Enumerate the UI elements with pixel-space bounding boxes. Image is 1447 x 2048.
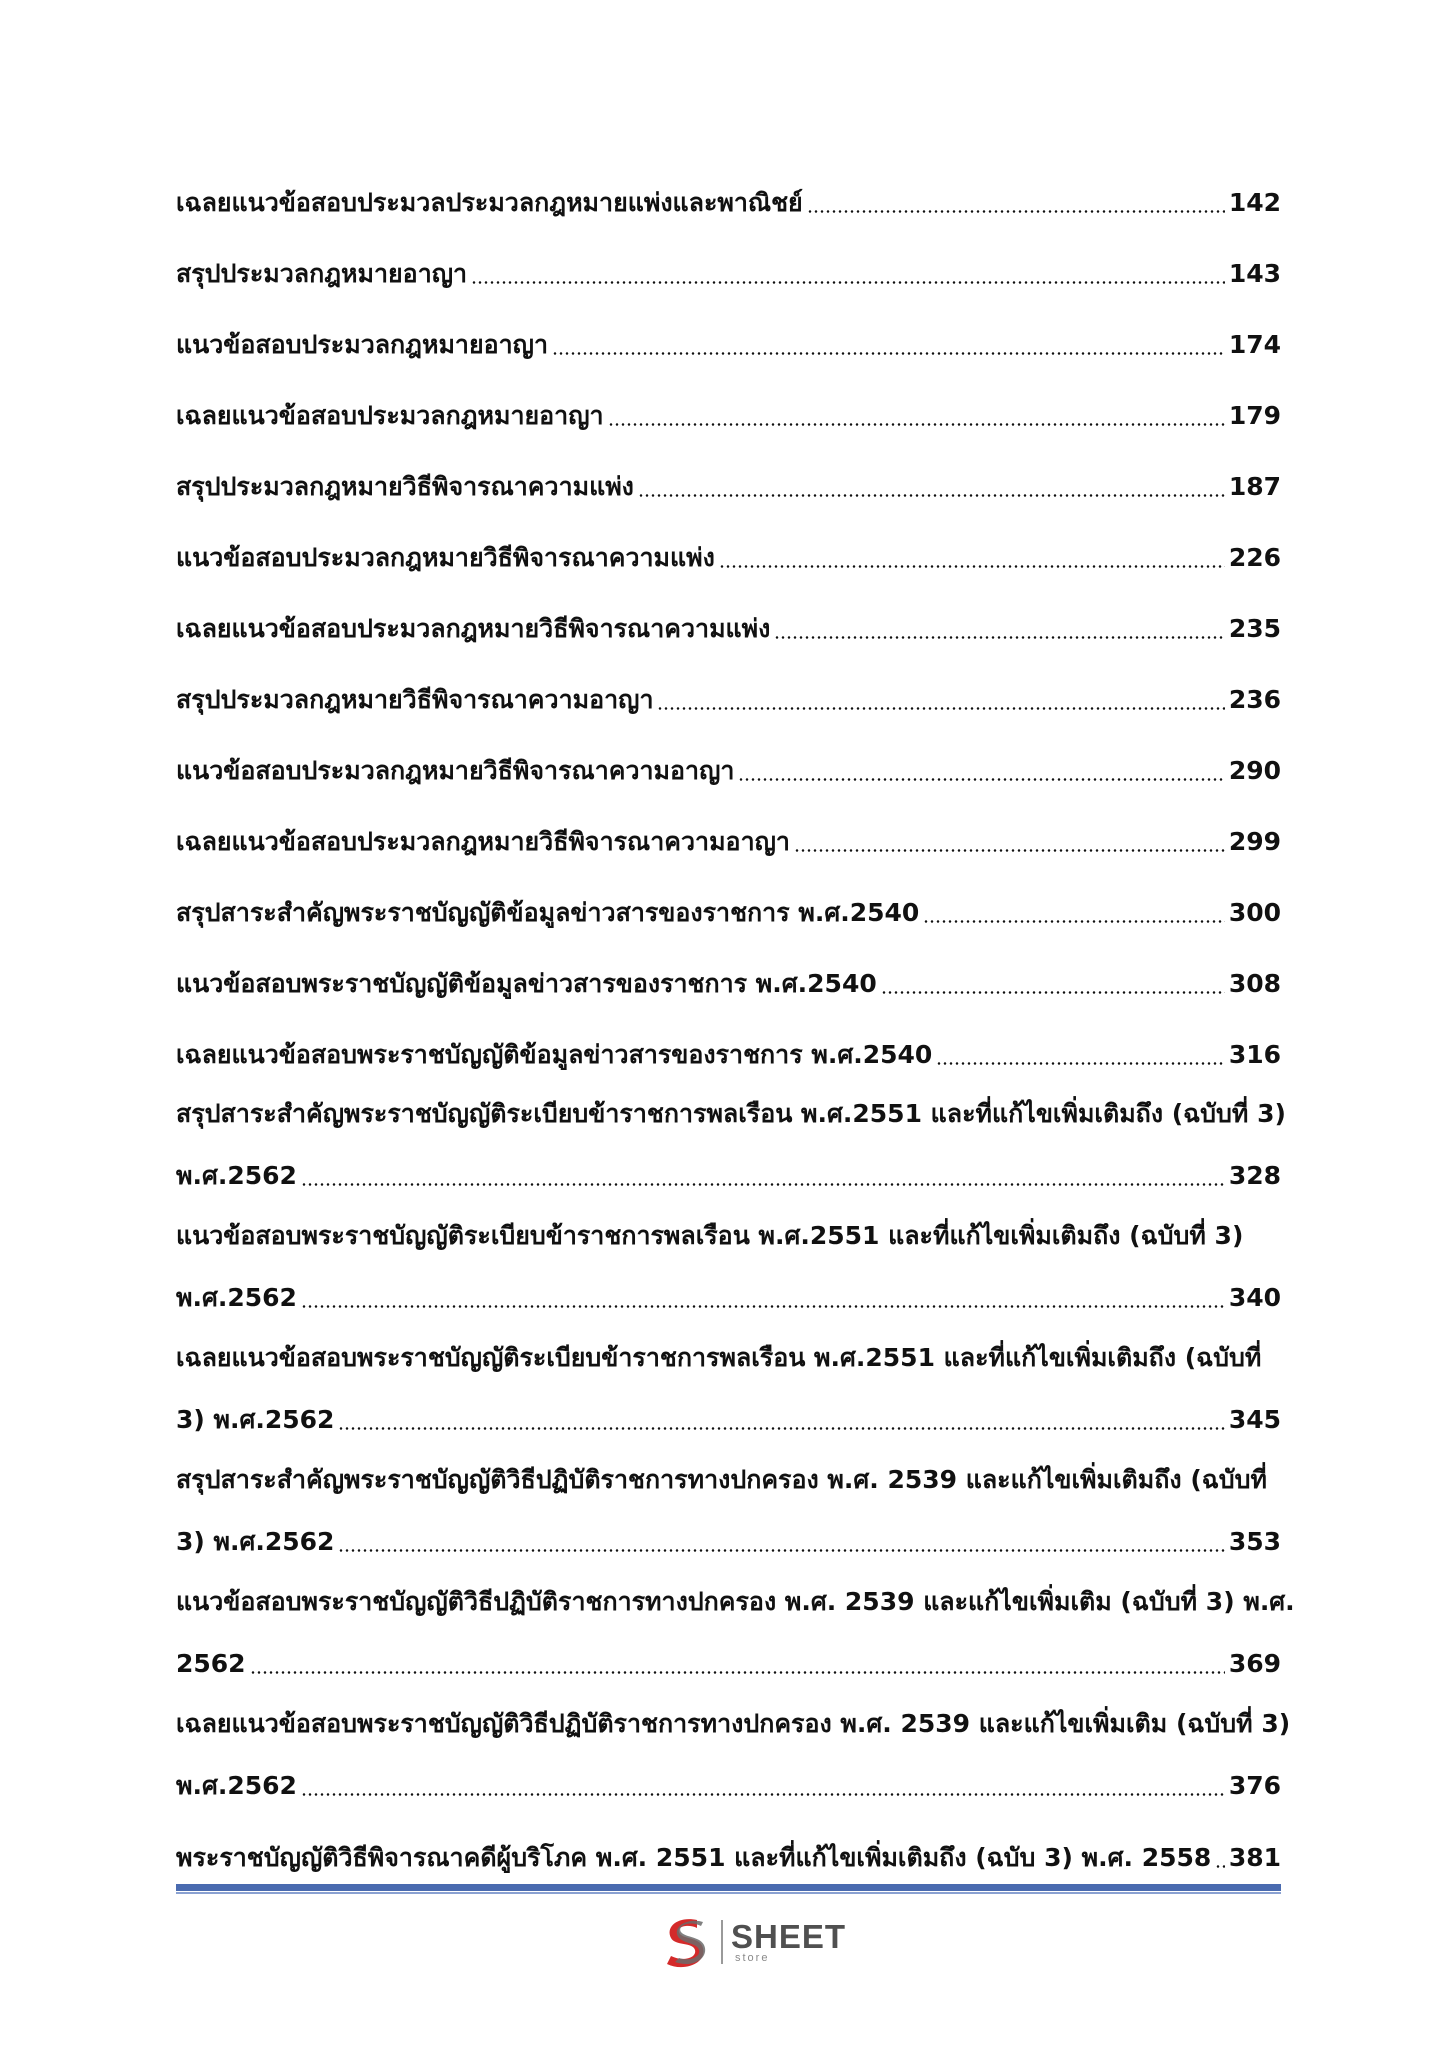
toc-entry[interactable]: [176, 313, 1281, 384]
toc-entry-line: [176, 1400, 1281, 1440]
table-of-contents: [176, 171, 1295, 1897]
toc-entry[interactable]: [176, 526, 1281, 597]
toc-entry-line: [176, 1522, 1281, 1562]
toc-entry[interactable]: [176, 668, 1281, 739]
toc-entry-title: เฉลยแนวข้อสอบพระราชบัญญัติวิธีปฏิบัติราชการทางปกครอง พ.ศ. 2539 และแก้ไขเพิ่มเติม (ฉบับที่ 3): [176, 1709, 1291, 1738]
toc-page-number: 300: [1228, 898, 1281, 927]
toc-entry-line: [176, 254, 1281, 294]
toc-entry[interactable]: [176, 171, 1281, 242]
dot-leader: [301, 1793, 1225, 1796]
logo-separator: [721, 1920, 723, 1964]
sheet-store-logo-icon: [657, 1912, 717, 1972]
toc-page-number: 235: [1228, 614, 1281, 643]
toc-page-number: 226: [1228, 543, 1281, 572]
footer-rule: [176, 1884, 1281, 1891]
toc-page-number: 345: [1228, 1405, 1281, 1434]
toc-entry-title: เฉลยแนวข้อสอบประมวลประมวลกฎหมายแพ่งและพาณิชย์: [176, 188, 803, 217]
toc-entry-line: [176, 1035, 1281, 1075]
toc-entry-title: สรุปสาระสำคัญพระราชบัญญัติข้อมูลข่าวสารของราชการ พ.ศ.2540: [176, 898, 920, 927]
toc-entry[interactable]: [176, 952, 1281, 1023]
footer-logo: [657, 1912, 857, 1972]
toc-entry-line: [176, 467, 1281, 507]
dot-leader: [638, 494, 1225, 497]
toc-page-number: 299: [1228, 827, 1281, 856]
toc-entry-line: [176, 751, 1281, 791]
toc-entry-title-continued: 3) พ.ศ.2562: [176, 1527, 335, 1556]
toc-entry-title: สรุปสาระสำคัญพระราชบัญญัติระเบียบข้าราชการพลเรือน พ.ศ.2551 และที่แก้ไขเพิ่มเติมถึง (ฉบับที่ 3): [176, 1099, 1286, 1128]
toc-page-number: 236: [1228, 685, 1281, 714]
dot-leader: [738, 778, 1224, 781]
toc-entry-line: [176, 1644, 1281, 1684]
toc-page-number: 340: [1228, 1283, 1281, 1312]
dot-leader: [301, 1183, 1225, 1186]
dot-leader: [608, 423, 1225, 426]
toc-entry-title: เฉลยแนวข้อสอบประมวลกฎหมายอาญา: [176, 401, 604, 430]
dot-leader: [657, 707, 1224, 710]
dot-leader: [719, 565, 1225, 568]
toc-entry-line: [176, 396, 1281, 436]
toc-entry-title: สรุปประมวลกฎหมายอาญา: [176, 259, 468, 288]
dot-leader: [794, 849, 1225, 852]
toc-entry-title: เฉลยแนวข้อสอบประมวลกฎหมายวิธีพิจารณาความแพ่ง: [176, 614, 771, 643]
toc-entry-title-continued: พ.ศ.2562: [176, 1771, 297, 1800]
toc-page-number: 369: [1228, 1649, 1281, 1678]
toc-entry-line: [176, 609, 1281, 649]
dot-leader: [471, 281, 1225, 284]
toc-page-number: 376: [1228, 1771, 1281, 1800]
toc-entry-title: สรุปประมวลกฎหมายวิธีพิจารณาความแพ่ง: [176, 472, 634, 501]
toc-entry-line: [176, 538, 1281, 578]
toc-entry-title: พระราชบัญญัติวิธีพิจารณาคดีผู้บริโภค พ.ศ. 2551 และที่แก้ไขเพิ่มเติมถึง (ฉบับ 3) พ.ศ. 2558: [176, 1843, 1212, 1872]
toc-entry-title-continued: 2562: [176, 1649, 246, 1678]
toc-entry-line: [176, 1278, 1281, 1318]
toc-page-number: 316: [1228, 1040, 1281, 1069]
toc-entry-title: แนวข้อสอบประมวลกฎหมายอาญา: [176, 330, 549, 359]
toc-page-number: 328: [1228, 1161, 1281, 1190]
dot-leader: [338, 1427, 1224, 1430]
toc-entry-title-continued: พ.ศ.2562: [176, 1283, 297, 1312]
dot-leader: [338, 1549, 1224, 1552]
toc-entry-title-continued: พ.ศ.2562: [176, 1161, 297, 1190]
toc-entry-line: [176, 183, 1281, 223]
toc-entry-line: [176, 893, 1281, 933]
toc-entry-title: แนวข้อสอบพระราชบัญญัติระเบียบข้าราชการพลเรือน พ.ศ.2551 และที่แก้ไขเพิ่มเติมถึง (ฉบับที่ 3): [176, 1221, 1244, 1250]
toc-entry-line: [176, 680, 1281, 720]
toc-entry-line: [176, 1766, 1281, 1806]
toc-page-number: 353: [1228, 1527, 1281, 1556]
toc-entry-title-continued: 3) พ.ศ.2562: [176, 1405, 335, 1434]
toc-entry[interactable]: [176, 597, 1281, 668]
toc-entry-title: แนวข้อสอบพระราชบัญญัติข้อมูลข่าวสารของราชการ พ.ศ.2540: [176, 969, 877, 998]
toc-page-number: 142: [1228, 188, 1281, 217]
toc-entry-line: [176, 325, 1281, 365]
toc-page-number: 308: [1228, 969, 1281, 998]
toc-entry[interactable]: [176, 1582, 1295, 1704]
toc-entry-title: แนวข้อสอบประมวลกฎหมายวิธีพิจารณาความอาญา: [176, 756, 735, 785]
dot-leader: [774, 636, 1224, 639]
toc-page-number: 179: [1228, 401, 1281, 430]
toc-entry-line: [176, 1838, 1281, 1878]
toc-entry[interactable]: [176, 739, 1281, 810]
dot-leader: [250, 1671, 1225, 1674]
dot-leader: [301, 1305, 1225, 1308]
toc-entry-line: [176, 964, 1281, 1004]
toc-entry[interactable]: [176, 881, 1281, 952]
toc-entry-line: [176, 1156, 1281, 1196]
toc-entry[interactable]: [176, 1023, 1281, 1094]
toc-entry-title: เฉลยแนวข้อสอบประมวลกฎหมายวิธีพิจารณาความอาญา: [176, 827, 790, 856]
toc-entry-title: เฉลยแนวข้อสอบพระราชบัญญัติข้อมูลข่าวสารของราชการ พ.ศ.2540: [176, 1040, 933, 1069]
toc-entry[interactable]: [176, 1704, 1291, 1826]
toc-entry[interactable]: [176, 1216, 1281, 1338]
toc-entry-title: แนวข้อสอบประมวลกฎหมายวิธีพิจารณาความแพ่ง: [176, 543, 715, 572]
toc-entry[interactable]: [176, 1460, 1281, 1582]
toc-entry[interactable]: [176, 810, 1281, 881]
toc-page-number: 290: [1228, 756, 1281, 785]
toc-page-number: 381: [1228, 1843, 1281, 1872]
toc-entry-title: สรุปประมวลกฎหมายวิธีพิจารณาความอาญา: [176, 685, 654, 714]
dot-leader: [881, 991, 1225, 994]
dot-leader: [923, 920, 1225, 923]
toc-entry[interactable]: [176, 1338, 1281, 1460]
dot-leader: [807, 210, 1225, 213]
toc-page-number: 187: [1228, 472, 1281, 501]
toc-entry[interactable]: [176, 455, 1281, 526]
dot-leader: [936, 1062, 1225, 1065]
toc-page-number: 174: [1228, 330, 1281, 359]
toc-entry-title: เฉลยแนวข้อสอบพระราชบัญญัติระเบียบข้าราชการพลเรือน พ.ศ.2551 และที่แก้ไขเพิ่มเติมถึง (ฉบับที่: [176, 1343, 1262, 1372]
toc-entry-title: สรุปสาระสำคัญพระราชบัญญัติวิธีปฏิบัติราชการทางปกครอง พ.ศ. 2539 และแก้ไขเพิ่มเติมถึง (ฉบับที่: [176, 1465, 1267, 1494]
toc-entry[interactable]: [176, 242, 1281, 313]
logo-brand-text: SHEET: [731, 1918, 847, 1955]
toc-entry-line: [176, 822, 1281, 862]
toc-entry[interactable]: [176, 1094, 1286, 1216]
toc-entry-title: แนวข้อสอบพระราชบัญญัติวิธีปฏิบัติราชการทางปกครอง พ.ศ. 2539 และแก้ไขเพิ่มเติม (ฉบับที่ 3) พ.ศ.: [176, 1587, 1295, 1616]
logo-sub-text: store: [735, 1952, 770, 1964]
dot-leader: [1215, 1865, 1225, 1868]
dot-leader: [552, 352, 1225, 355]
toc-entry[interactable]: [176, 384, 1281, 455]
toc-page-number: 143: [1228, 259, 1281, 288]
logo-wordmark: [731, 1920, 846, 1964]
